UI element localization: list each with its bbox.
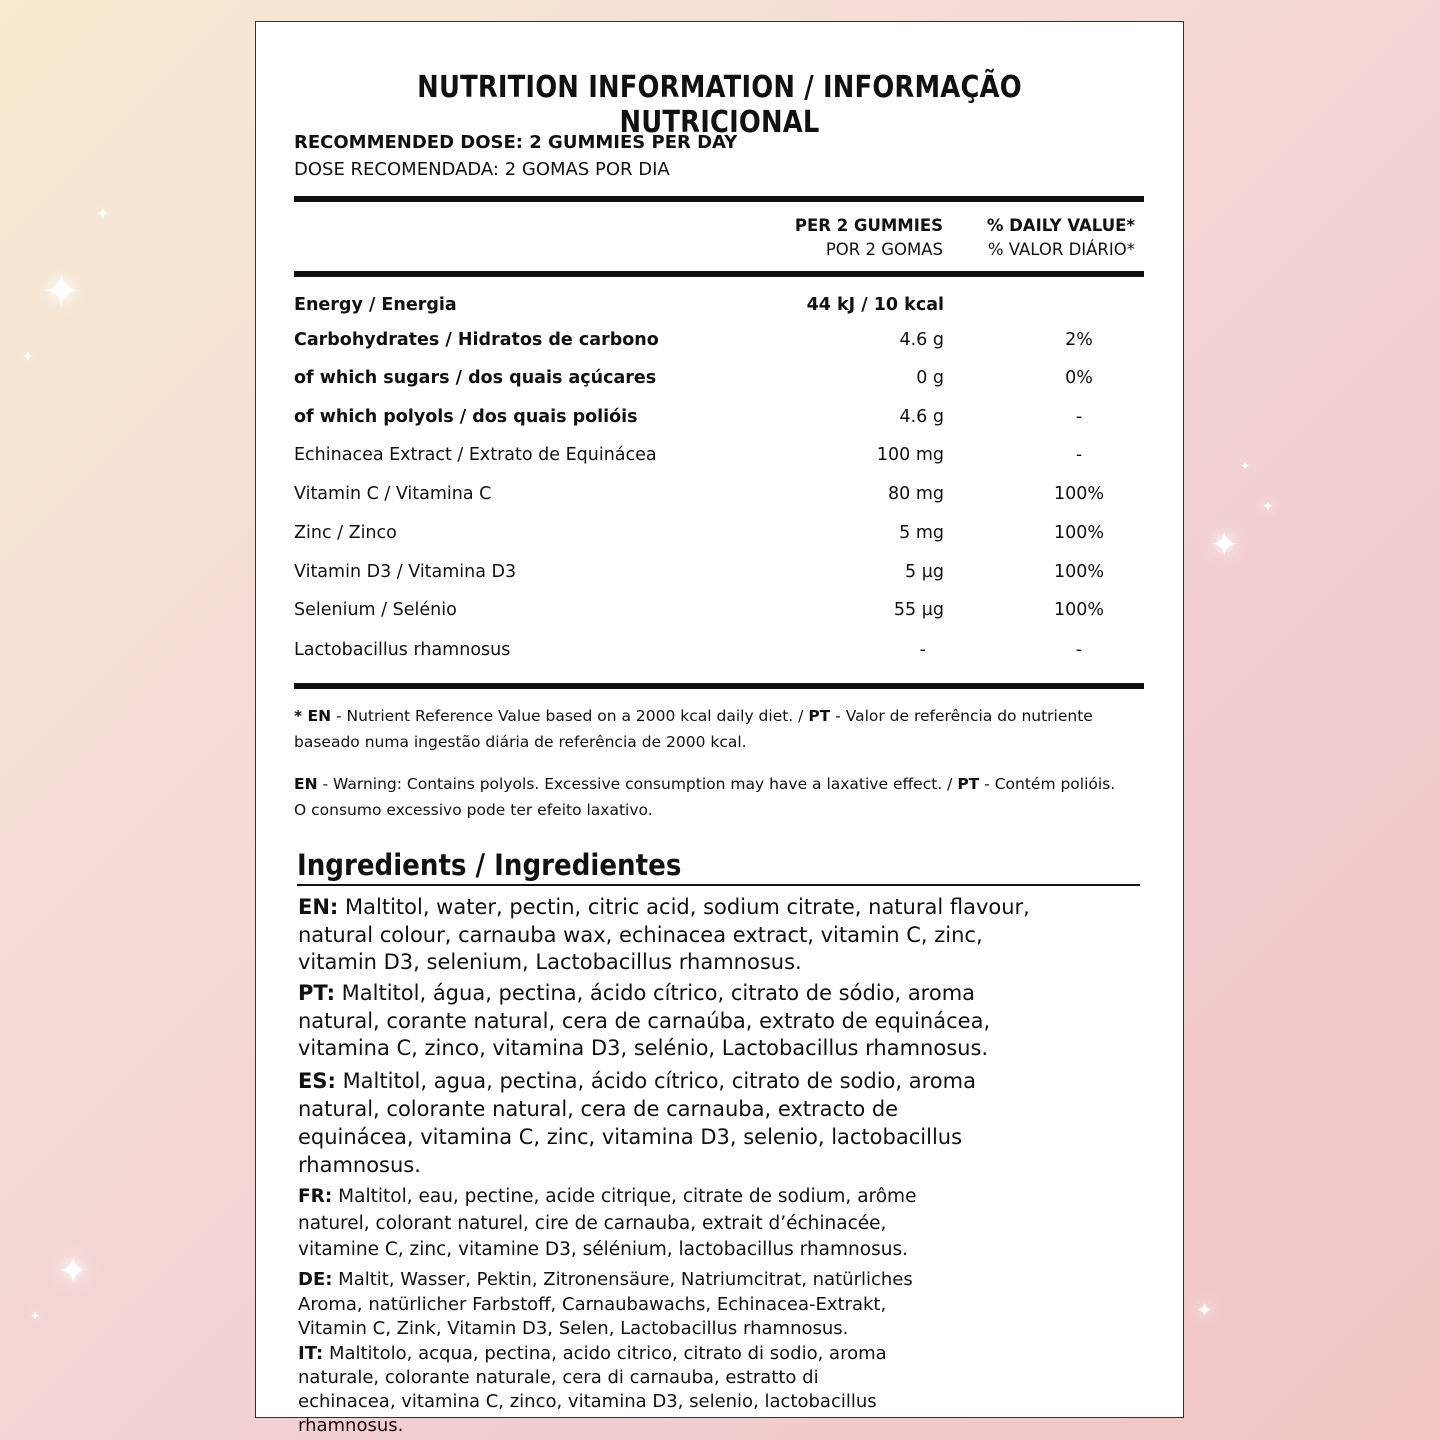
ingredient-line: vitamina C, zinco, vitamina D3, selénio, Lactobacillus rhamnosus.: [298, 1036, 989, 1060]
ingredient-line: Maltitol, agua, pectina, ácido cítrico, citrato de sodio, aroma: [342, 1069, 976, 1093]
warning-text: - Contém polióis.: [979, 775, 1116, 793]
ingredient-line: Aroma, natürlicher Farbstoff, Carnaubawachs, Echinacea-Extrakt,: [298, 1293, 887, 1315]
table-row: [294, 640, 1144, 670]
sparkle-icon: ✦: [1196, 1298, 1213, 1322]
lang-code: PT: [808, 707, 831, 725]
nutrient-amount: 55 µg: [893, 600, 944, 620]
footnote-warning: [294, 771, 1154, 823]
ingredient-line: Maltitolo, acqua, pectina, acido citrico, citrato di sodio, aroma: [328, 1343, 887, 1364]
ingredient-line: natural, colorante natural, cera de carnauba, extracto de: [298, 1097, 899, 1121]
column-header-dv-pt: % VALOR DIÁRIO*: [987, 240, 1135, 259]
ingredient-line: naturel, colorant naturel, cire de carnauba, extrait d’échinacée,: [298, 1212, 887, 1234]
nutrient-daily-value: 100%: [1053, 562, 1105, 582]
nutrient-amount: 44 kJ / 10 kcal: [806, 295, 944, 315]
ingredient-line: naturale, colorante naturale, cera di carnauba, estratto di: [298, 1367, 819, 1388]
sparkle-icon: ✦: [96, 204, 110, 223]
nutrient-amount: 0 g: [916, 368, 944, 388]
divider-thick: [294, 683, 1144, 689]
warning-text: - Warning: Contains polyols. Excessive consumption may have a laxative effect. /: [317, 775, 958, 793]
warning-text: O consumo excessivo pode ter efeito laxativo.: [294, 801, 653, 819]
sparkle-icon: ✦: [1210, 525, 1239, 565]
ingredients-es: [298, 1067, 1058, 1179]
nutrient-daily-value: 100%: [1053, 600, 1105, 620]
ingredient-line: echinacea, vitamina C, zinco, vitamina D3, selenio, lactobacillus: [298, 1391, 877, 1412]
ingredients-heading: Ingredients / Ingredientes: [297, 848, 682, 882]
ingredient-line: Vitamin C, Zink, Vitamin D3, Selen, Lactobacillus rhamnosus.: [298, 1318, 849, 1339]
sparkle-icon: ✦: [30, 1309, 41, 1323]
table-row: [294, 295, 1144, 325]
nutrient-amount: 5 µg: [905, 562, 944, 582]
ingredients-fr: [298, 1184, 1058, 1264]
table-row: [294, 484, 1144, 514]
footnote-text: - Nutrient Reference Value based on a 2000 kcal daily diet. /: [331, 707, 809, 725]
table-row: [294, 600, 1144, 630]
ingredient-line: natural, corante natural, cera de carnaúba, extrato de equinácea,: [298, 1008, 991, 1033]
column-header-daily-value: [987, 214, 1135, 262]
lang-code: DE:: [298, 1269, 333, 1290]
ingredient-line: Maltit, Wasser, Pektin, Zitronensäure, Natriumcitrat, natürliches: [338, 1269, 913, 1290]
recommended-dose-pt: DOSE RECOMENDADA: 2 GOMAS POR DIA: [294, 159, 670, 180]
table-row: [294, 407, 1144, 437]
nutrient-label: Vitamin C / Vitamina C: [294, 484, 492, 504]
nutrient-label: Selenium / Selénio: [294, 600, 457, 620]
ingredient-line: Maltitol, água, pectina, ácido cítrico, citrato de sódio, aroma: [341, 981, 976, 1005]
ingredient-line: vitamin D3, selenium, Lactobacillus rhamnosus.: [298, 950, 802, 974]
nutrient-amount: -: [919, 640, 926, 660]
column-header-per-pt: POR 2 GOMAS: [825, 240, 943, 259]
sparkle-icon: ✦: [42, 264, 81, 318]
ingredient-line: vitamine C, zinc, vitamine D3, sélénium, lactobacillus rhamnosus.: [298, 1239, 908, 1260]
recommended-dose-en: RECOMMENDED DOSE: 2 GUMMIES PER DAY: [294, 132, 738, 153]
table-row: [294, 330, 1144, 360]
divider-thick: [294, 271, 1144, 277]
table-row: [294, 445, 1144, 475]
nutrient-amount: 80 mg: [888, 484, 944, 504]
lang-code: EN:: [298, 895, 339, 919]
nutrient-daily-value: 0%: [1065, 368, 1093, 388]
sparkle-icon: ✦: [22, 349, 34, 365]
column-header-per-en: PER 2 GUMMIES: [794, 216, 943, 235]
nutrient-label: Vitamin D3 / Vitamina D3: [294, 562, 517, 582]
table-row: [294, 368, 1144, 398]
sparkle-icon: ✦: [58, 1251, 89, 1292]
nutrient-amount: 4.6 g: [899, 330, 944, 350]
nutrient-daily-value: -: [1075, 445, 1083, 465]
nutrient-amount: 100 mg: [876, 445, 944, 465]
nutrient-daily-value: 100%: [1053, 523, 1105, 543]
ingredients-de: [298, 1268, 1058, 1342]
ingredients-pt: [298, 980, 1058, 1063]
lang-code: EN: [294, 775, 318, 793]
page-title: NUTRITION INFORMATION / INFORMAÇÃO NUTRICIONAL: [417, 70, 1022, 140]
nutrient-label: Carbohydrates / Hidratos de carbono: [294, 330, 659, 350]
column-header-per-serving: [795, 214, 943, 262]
table-row: [294, 523, 1144, 553]
ingredient-line: rhamnosus.: [298, 1415, 404, 1436]
divider-thick: [294, 196, 1144, 202]
ingredient-line: natural colour, carnauba wax, echinacea extract, vitamin C, zinc,: [298, 922, 983, 947]
ingredient-line: rhamnosus.: [298, 1153, 421, 1177]
nutrition-label-panel: [255, 21, 1184, 1436]
ingredients-en: [298, 894, 1058, 977]
table-row: [294, 562, 1144, 592]
lang-code: FR:: [298, 1186, 333, 1207]
lang-code: IT:: [298, 1343, 324, 1364]
nutrient-daily-value: -: [1075, 407, 1083, 427]
nutrient-daily-value: 100%: [1053, 484, 1105, 504]
nutrient-label: Lactobacillus rhamnosus: [294, 640, 511, 660]
ingredients-it: [298, 1342, 1058, 1438]
footnote-nrv: [294, 703, 1154, 755]
lang-code: PT: [957, 775, 980, 793]
lang-code: PT:: [298, 981, 335, 1005]
ingredient-line: Maltitol, eau, pectine, acide citrique, citrate de sodium, arôme: [338, 1186, 917, 1207]
column-header-dv-en: % DAILY VALUE*: [986, 216, 1135, 235]
nutrient-label: Echinacea Extract / Extrato de Equinácea: [294, 445, 657, 465]
nutrient-daily-value: 2%: [1065, 330, 1093, 350]
nutrient-label: Zinc / Zinco: [294, 523, 397, 543]
ingredient-line: Maltitol, water, pectin, citric acid, sodium citrate, natural flavour,: [345, 895, 1030, 919]
footnote-text: - Valor de referência do nutriente: [830, 707, 1093, 725]
nutrient-label: of which sugars / dos quais açúcares: [294, 368, 657, 388]
lang-code: * EN: [294, 707, 332, 725]
sparkle-icon: ✦: [1262, 499, 1274, 515]
sparkle-icon: ✦: [1240, 459, 1251, 473]
nutrient-amount: 5 mg: [899, 523, 944, 543]
footnote-text: baseado numa ingestão diária de referência de 2000 kcal.: [294, 733, 747, 751]
nutrient-label: of which polyols / dos quais polióis: [294, 407, 638, 427]
ingredient-line: equinácea, vitamina C, zinc, vitamina D3, selenio, lactobacillus: [298, 1125, 963, 1149]
ingredients-divider: [297, 884, 1140, 886]
lang-code: ES:: [298, 1069, 336, 1093]
nutrient-label: Energy / Energia: [294, 295, 457, 315]
nutrient-amount: 4.6 g: [899, 407, 944, 427]
nutrient-daily-value: -: [1075, 640, 1083, 660]
